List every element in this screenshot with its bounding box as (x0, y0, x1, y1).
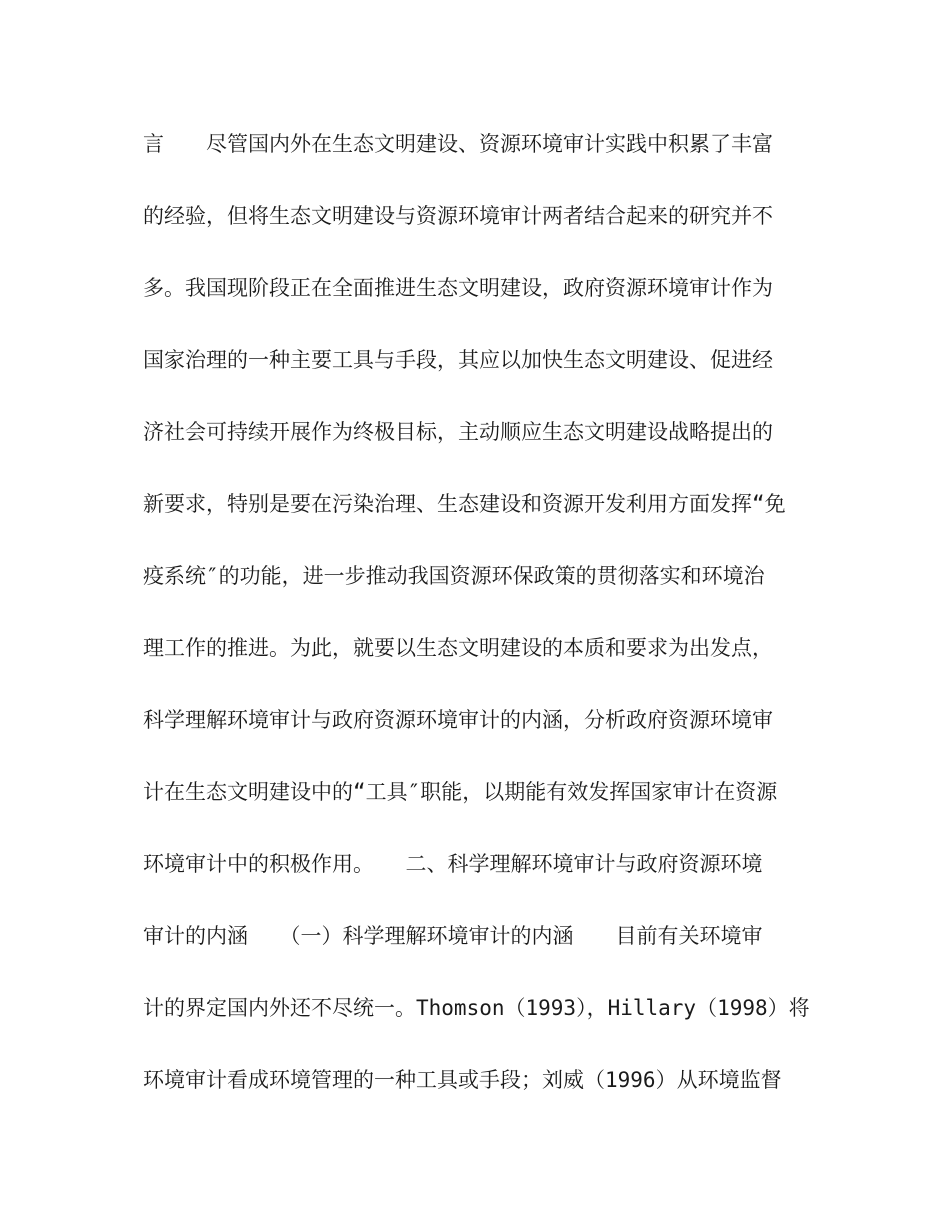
paragraph-line: 多。我国现阶段正在全面推进生态文明建设，政府资源环境审计作为 (143, 276, 773, 300)
paragraph-line: 济社会可持续开展作为终极目标，主动顺应生态文明建设战略提出的 (143, 420, 773, 444)
paragraph-line: 疫系统″的功能，进一步推动我国资源环保政策的贯彻落实和环境治 (143, 564, 765, 588)
paragraph-line: 环境审计中的积极作用。 二、科学理解环境审计与政府资源环境 (143, 852, 763, 876)
paragraph-line: 计的界定国内外还不尽统一。Thomson（1993），Hillary（1998）将 (143, 996, 810, 1020)
paragraph-line: 审计的内涵 （一）科学理解环境审计的内涵 目前有关环境审 (143, 924, 763, 948)
paragraph-line: 新要求，特别是要在污染治理、生态建设和资源开发利用方面发挥“免 (143, 492, 786, 516)
paragraph-line: 的经验，但将生态文明建设与资源环境审计两者结合起来的研究并不 (143, 204, 773, 228)
paragraph-line: 言 尽管国内外在生态文明建设、资源环境审计实践中积累了丰富 (143, 132, 773, 156)
paragraph-line: 科学理解环境审计与政府资源环境审计的内涵，分析政府资源环境审 (143, 708, 773, 732)
paragraph-line: 国家治理的一种主要工具与手段，其应以加快生态文明建设、促进经 (143, 348, 773, 372)
paragraph-line: 计在生态文明建设中的“工具″职能，以期能有效发挥国家审计在资源 (143, 780, 778, 804)
paragraph-line: 环境审计看成环境管理的一种工具或手段；刘威（1996）从环境监督 (143, 1068, 782, 1092)
paragraph-line: 理工作的推进。为此，就要以生态文明建设的本质和要求为出发点， (143, 636, 773, 660)
